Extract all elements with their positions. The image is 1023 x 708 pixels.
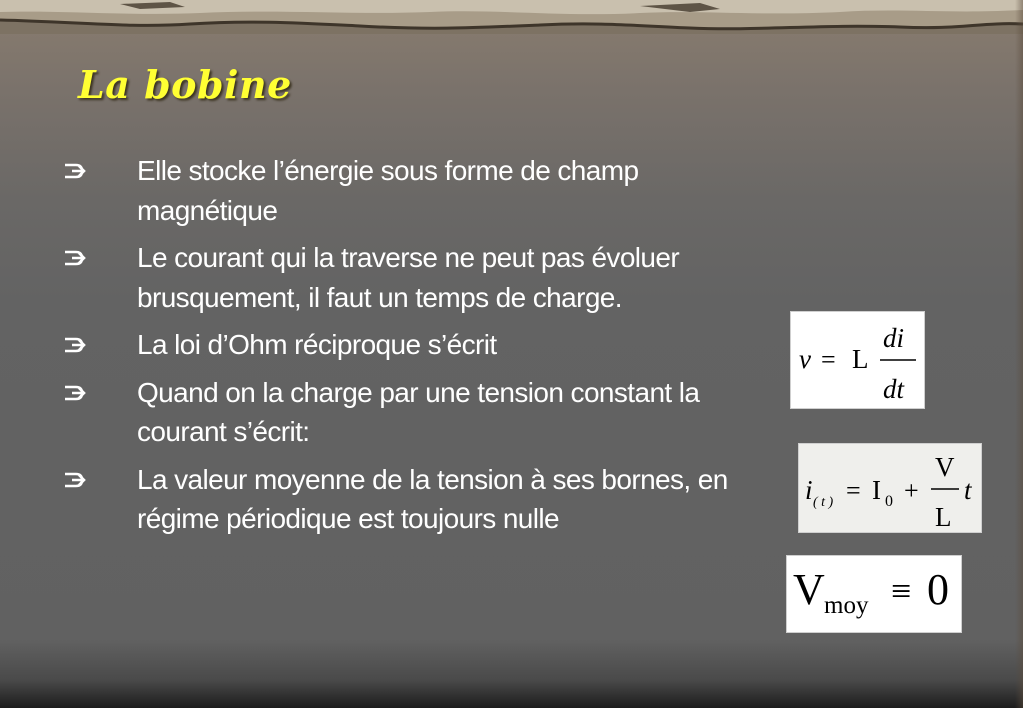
bullet-text: La valeur moyenne de la tension à ses bornes, en régime périodique est toujours nulle bbox=[137, 463, 728, 534]
eq-numerator: di bbox=[883, 323, 905, 353]
equation-ohm-law bbox=[790, 311, 925, 409]
bullet-item bbox=[62, 325, 762, 365]
eq-V-subscript: moy bbox=[824, 592, 869, 619]
decorative-top-border bbox=[0, 0, 1023, 34]
eq-numerator: V bbox=[935, 452, 955, 482]
eq-i: i bbox=[805, 475, 813, 505]
eq-plus: + bbox=[904, 476, 919, 505]
equation-mean-voltage bbox=[786, 555, 962, 633]
bullet-list bbox=[62, 151, 762, 547]
slide-title: La bobine bbox=[78, 62, 292, 107]
equation-current bbox=[798, 443, 982, 533]
bullet-item bbox=[62, 151, 762, 230]
eq-L: L bbox=[852, 344, 869, 374]
bullet-text: Quand on la charge par une tension constant la courant s’écrit: bbox=[137, 376, 700, 447]
curved-arrow-right-icon bbox=[62, 373, 88, 412]
curved-arrow-right-icon bbox=[62, 325, 88, 364]
eq-v: v bbox=[799, 344, 811, 374]
bullet-item bbox=[62, 238, 762, 317]
eq-V: V bbox=[793, 565, 825, 614]
bullet-text: La loi d’Ohm réciproque s’écrit bbox=[137, 329, 497, 360]
eq-i-subscript: ( t ) bbox=[813, 495, 834, 510]
eq-equals: = bbox=[846, 476, 861, 505]
eq-t: t bbox=[964, 475, 972, 505]
eq-equiv: ≡ bbox=[891, 571, 912, 611]
eq-denominator: L bbox=[935, 502, 952, 532]
bullet-text: Elle stocke l’énergie sous forme de champ magnétique bbox=[137, 155, 639, 226]
eq-I: I bbox=[872, 475, 881, 505]
bullet-item bbox=[62, 460, 762, 539]
eq-denominator: dt bbox=[883, 374, 905, 404]
bullet-item bbox=[62, 373, 762, 452]
curved-arrow-right-icon bbox=[62, 460, 88, 499]
eq-I-subscript: 0 bbox=[885, 493, 893, 510]
curved-arrow-right-icon bbox=[62, 151, 88, 190]
curved-arrow-right-icon bbox=[62, 238, 88, 277]
right-edge-shadow bbox=[1015, 0, 1023, 708]
eq-zero: 0 bbox=[927, 565, 949, 614]
bullet-text: Le courant qui la traverse ne peut pas évoluer brusquement, il faut un temps de charge. bbox=[137, 242, 680, 313]
eq-equals: = bbox=[821, 345, 836, 374]
